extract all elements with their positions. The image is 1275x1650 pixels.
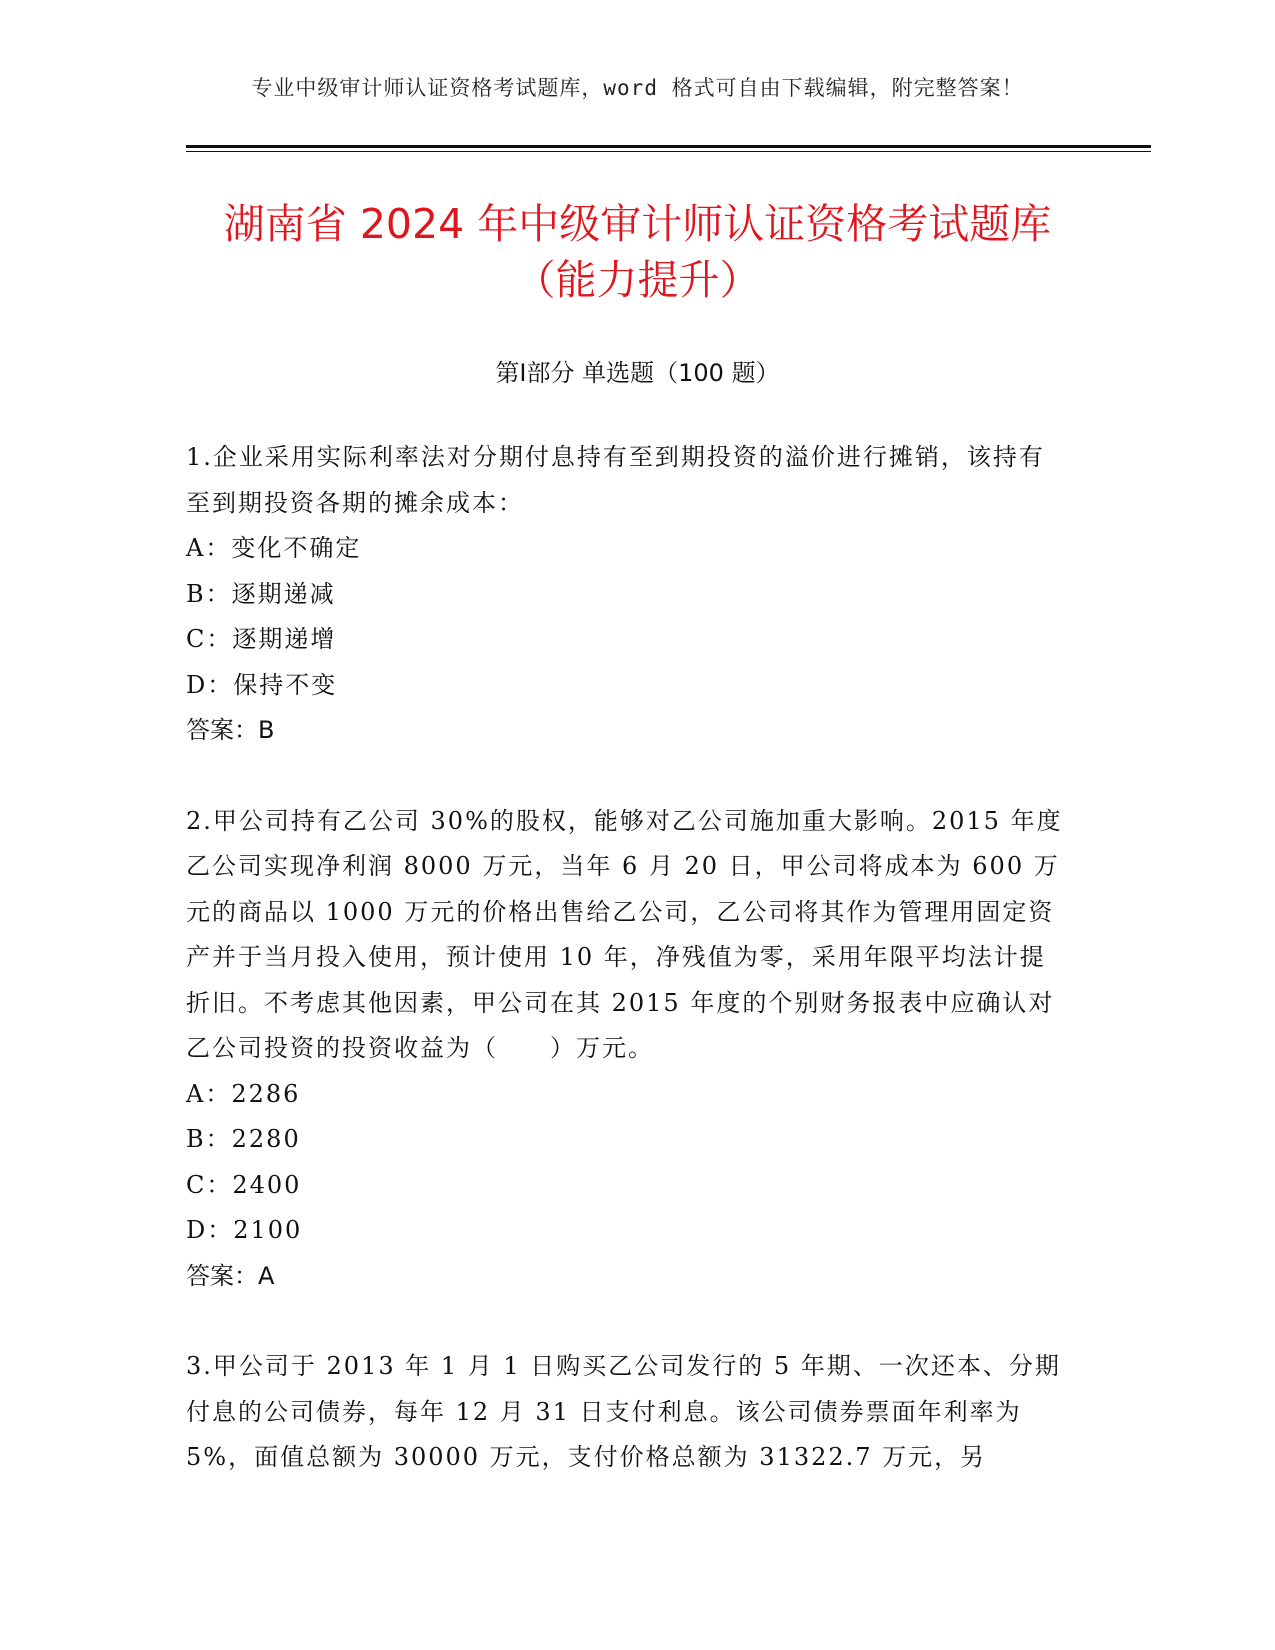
question-list xyxy=(186,435,1066,1526)
section-title: 第Ⅰ部分 单选题（100 题） xyxy=(495,359,780,387)
option-c: C：逐期递增 xyxy=(186,625,337,653)
question-stem: 1.企业采用实际利率法对分期付息持有至到期投资的溢价进行摊销，该持有至到期投资各期的摊余成本： xyxy=(186,443,1045,517)
answer: 答案：A xyxy=(186,1261,275,1290)
question-1 xyxy=(186,435,1066,754)
option-a: A：2286 xyxy=(186,1079,301,1108)
question-3 xyxy=(186,1344,1066,1481)
page-header: 专业中级审计师认证资格考试题库，word 格式可自由下载编辑，附完整答案！ xyxy=(251,76,1024,100)
document-title-line1: 湖南省 2024 年中级审计师认证资格考试题库 xyxy=(223,200,1052,248)
document-title-line2: （能力提升） xyxy=(514,256,761,304)
header-rule-thin xyxy=(186,151,1151,152)
option-d: D：保持不变 xyxy=(186,670,338,699)
question-stem: 2.甲公司持有乙公司 30%的股权，能够对乙公司施加重大影响。2015 年度乙公司实现净利润 8000 万元，当年 6 月 20 日，甲公司将成本为 600 万元的商品以 1000 万元的价格出售给乙公司，乙公司将其作为管理用固定资产并于当月投入使用，预计使用 10 年，净残值为零，采用年限平均法计提折旧。不考虑其他因素，甲公司在其 2015 年度的个别财务报表中应确认对乙公司投资的投资收益为（ ）万元。 xyxy=(186,806,1063,1062)
option-c: C：2400 xyxy=(186,1170,302,1199)
question-stem: 3.甲公司于 2013 年 1 月 1 日购买乙公司发行的 5 年期、一次还本、分期付息的公司债券，每年 12 月 31 日支付利息。该公司债券票面年利率为 5%，面值总额为 30000 万元，支付价格总额为 31322.7 万元，另 xyxy=(186,1352,1061,1471)
answer: 答案：B xyxy=(186,716,275,744)
option-a: A：变化不确定 xyxy=(186,534,362,562)
option-d: D：2100 xyxy=(186,1216,303,1244)
option-b: B：2280 xyxy=(186,1125,301,1153)
document-title xyxy=(0,196,1275,308)
option-b: B：逐期递减 xyxy=(186,579,336,608)
question-2 xyxy=(186,799,1066,1300)
header-rule-thick xyxy=(186,145,1151,148)
